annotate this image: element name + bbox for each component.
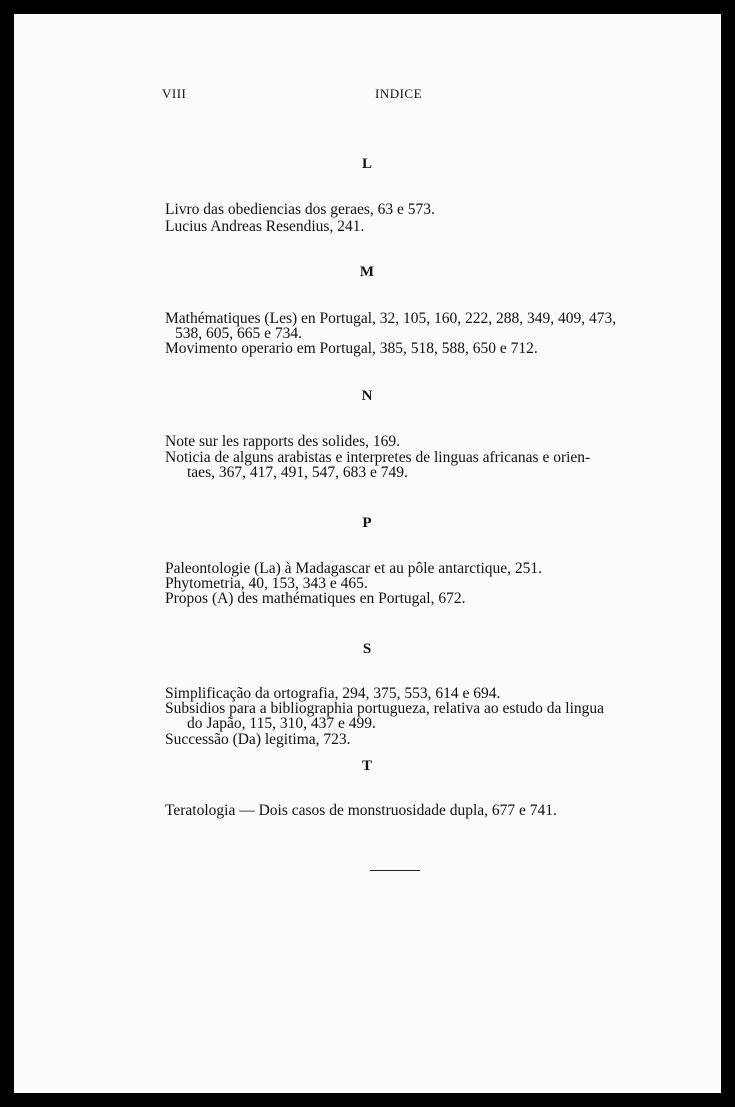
index-entry-line: Noticia de alguns arabistas e interpretes de linguas africanas e orien- — [165, 449, 591, 466]
index-entry: Lucius Andreas Resendius, 241. — [165, 218, 365, 235]
section-letter-s: S — [362, 641, 373, 657]
index-entry: Teratologia — Dois casos de monstruosidade dupla, 677 e 741. — [165, 802, 557, 819]
document-page — [14, 14, 721, 1093]
index-entry-line: Mathématiques (Les) en Portugal, 32, 105, 160, 222, 288, 349, 409, 473, — [165, 310, 617, 327]
running-title: INDICE — [375, 86, 423, 101]
index-entry: Successão (Da) legitima, 723. — [165, 731, 351, 748]
section-letter-t: T — [361, 758, 373, 774]
index-entry — [165, 450, 640, 480]
section-letter-p: P — [362, 515, 373, 531]
closing-rule — [370, 870, 420, 871]
index-entry-continuation: taes, 367, 417, 491, 547, 683 e 749. — [187, 464, 408, 481]
index-entry: Movimento operario em Portugal, 385, 518, 588, 650 e 712. — [165, 340, 538, 357]
index-entry: Paleontologie (La) à Madagascar et au pôle antarctique, 251. — [165, 560, 543, 577]
index-entry-continuation: do Japão, 115, 310, 437 e 499. — [187, 715, 376, 732]
index-entry: Simplificação da ortografia, 294, 375, 553, 614 e 694. — [165, 685, 501, 702]
index-entry — [165, 701, 640, 731]
section-letter-l: L — [361, 156, 373, 172]
index-entry: Note sur les rapports des solides, 169. — [165, 433, 401, 450]
section-letter-n: N — [361, 388, 374, 404]
index-entry: Livro das obediencias dos geraes, 63 e 573. — [165, 201, 435, 218]
page-number: VIII — [162, 86, 187, 101]
index-entry — [165, 311, 640, 341]
index-entry-continuation: 538, 605, 665 e 734. — [175, 325, 303, 342]
section-letter-m: M — [359, 264, 376, 280]
index-entry: Propos (A) des mathématiques en Portugal, 672. — [165, 590, 466, 607]
index-entry-line: Subsidios para a bibliographia portugueza, relativa ao estudo da lingua — [165, 700, 605, 717]
index-entry: Phytometria, 40, 153, 343 e 465. — [165, 575, 368, 592]
running-header — [162, 86, 642, 106]
